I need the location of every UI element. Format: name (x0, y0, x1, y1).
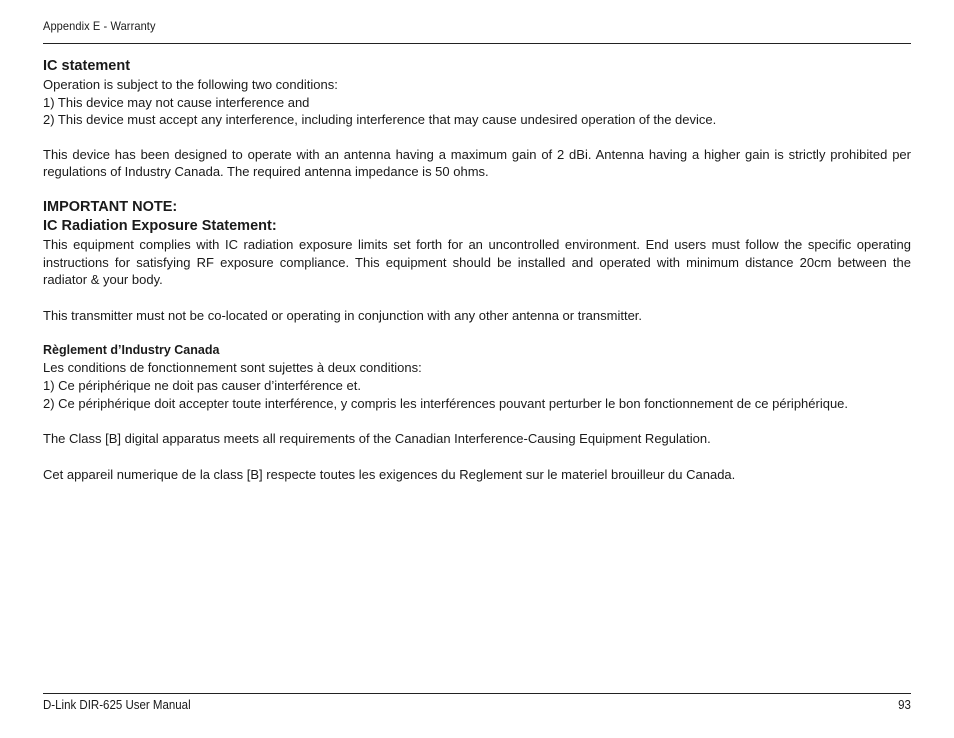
manual-title: D-Link DIR-625 User Manual (43, 698, 191, 712)
reglement-line: Les conditions de fonctionnement sont sujettes à deux conditions: (43, 360, 422, 376)
class-b-english: The Class [B] digital apparatus meets all requirements of the Canadian Interference-Causing Equipment Regulation. (43, 431, 711, 447)
important-note-heading: IMPORTANT NOTE: (43, 198, 178, 215)
reglement-line: 1) Ce périphérique ne doit pas causer d’interférence et. (43, 377, 361, 393)
ic-statement-heading: IC statement (43, 58, 131, 74)
header-divider (43, 43, 911, 44)
reglement-line: 2) Ce périphérique doit accepter toute interférence, y compris les interférences pouvant perturber le bon fonctionnement de ce périphérique. (43, 395, 849, 411)
ic-statement-line: 1) This device may not cause interference and (43, 94, 310, 110)
radiation-exposure-heading: IC Radiation Exposure Statement: (43, 217, 277, 234)
page-content (43, 57, 911, 483)
section-header: Appendix E - Warranty (43, 19, 156, 33)
class-b-french: Cet appareil numerique de la class [B] respecte toutes les exigences du Reglement sur le materiel brouilleur du Canada. (43, 466, 736, 482)
ic-statement-line: 2) This device must accept any interference, including interference that may cause undesired operation of the device. (43, 112, 717, 128)
antenna-paragraph: This device has been designed to operate with an antenna having a maximum gain of 2 dBi. Antenna having a higher gain is strictly prohibited per regulations of Industry Canada. The required antenna impedance is 50 ohms. (43, 146, 911, 180)
reglement-heading: Règlement d’Industry Canada (43, 343, 220, 358)
page-number: 93 (898, 698, 911, 712)
footer-divider (43, 693, 911, 694)
ic-statement-line: Operation is subject to the following two conditions: (43, 77, 338, 92)
exposure-paragraph: This equipment complies with IC radiation exposure limits set forth for an uncontrolled environment. End users must follow the specific operating instructions for satisfying RF exposure compliance. This equipment should be installed and operated with minimum distance 20cm between the radiator & your body. (43, 236, 911, 288)
colocation-paragraph: This transmitter must not be co-located or operating in conjunction with any other antenna or transmitter. (43, 307, 643, 323)
